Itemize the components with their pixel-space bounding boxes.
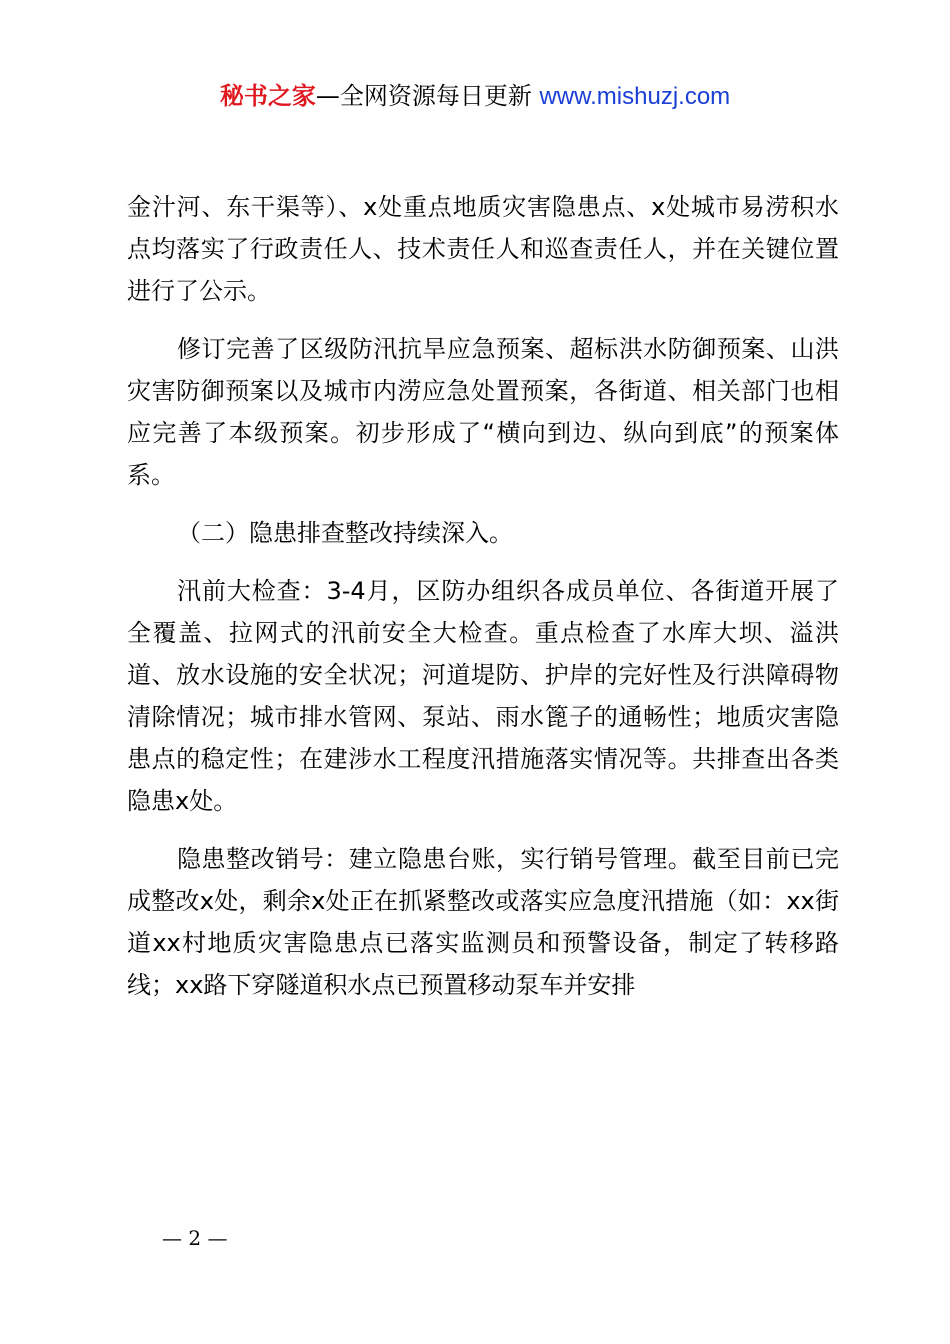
paragraph-hazard-rectification: 隐患整改销号：建立隐患台账，实行销号管理。截至目前已完成整改x处，剩余x处正在抓紧整改或落实应急度汛措施（如：xx街道xx村地质灾害隐患点已落实监测员和预警设备，制定了转移路线；xx路下穿隧道积水点已预置移动泵车并安排 <box>127 845 839 999</box>
site-tagline: —全网资源每日更新 <box>315 82 540 110</box>
section-heading: （二）隐患排查整改持续深入。 <box>177 519 513 547</box>
paragraph-contingency-plans: 修订完善了区级防汛抗旱应急预案、超标洪水防御预案、山洪灾害防御预案以及城市内涝应急处置预案，各街道、相关部门也相应完善了本级预案。初步形成了“横向到边、纵向到底”的预案体系。 <box>127 335 839 489</box>
site-header <box>0 80 950 113</box>
site-brand: 秘书之家 <box>219 82 316 110</box>
page-number: — 2 — <box>162 1226 228 1250</box>
paragraph-continuation: 金汁河、东干渠等）、x处重点地质灾害隐患点、x处城市易涝积水点均落实了行政责任人、技术责任人和巡查责任人，并在关键位置进行了公示。 <box>127 193 839 305</box>
paragraph-pre-flood-inspection: 汛前大检查：3-4月，区防办组织各成员单位、各街道开展了全覆盖、拉网式的汛前安全大检查。重点检查了水库大坝、溢洪道、放水设施的安全状况；河道堤防、护岸的完好性及行洪障碍物清除情况；城市排水管网、泵站、雨水篦子的通畅性；地质灾害隐患点的稳定性；在建涉水工程度汛措施落实情况等。共排查出各类隐患x处。 <box>127 577 839 815</box>
document-body <box>127 186 839 1022</box>
site-url-link[interactable]: www.mishuzj.com <box>539 83 731 110</box>
